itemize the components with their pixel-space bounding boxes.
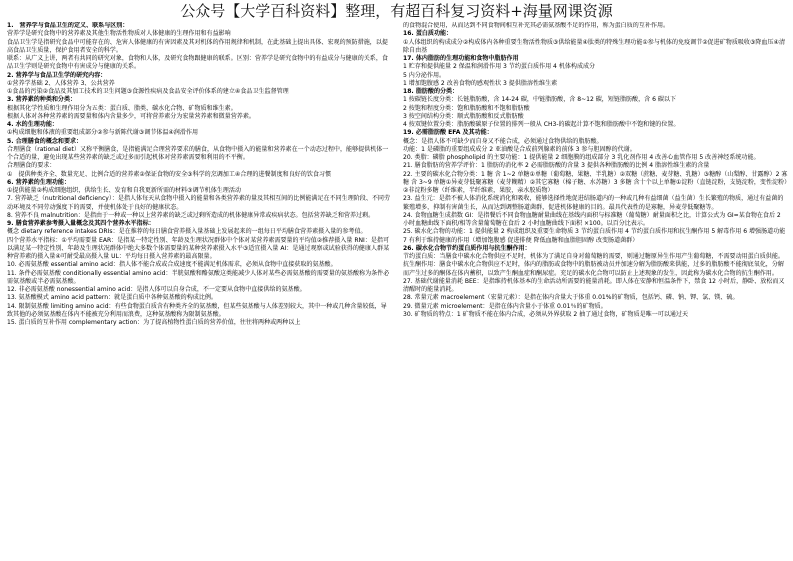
body-paragraph: 根据人体对各种营养素的需要量和体内含量多少，可将营养素分为宏量营养素和微量营养素。 bbox=[7, 112, 255, 120]
body-paragraph: 根据其化学性质和生理作用分为五类：蛋白质、脂类、碳水化合物、矿物质和维生素。 bbox=[7, 104, 237, 112]
section-heading: 26. 碳水化合物节约蛋白质作用与抗生酮作用： bbox=[403, 244, 531, 252]
section-heading: 3. 营养素的种类和分类： bbox=[7, 96, 77, 104]
body-paragraph: 4 按双键位置分类：脂肪酸碳原子位置的排列一般从 CH3-的碳起计算不饱和脂肪酸中不饱和键的位置。 bbox=[403, 121, 680, 128]
body-paragraph: 合理膳食的要求： bbox=[7, 162, 56, 170]
body-paragraph: 29. 微量元素 microelement：是指在体内含量小于体重 0.01％的矿物质。 bbox=[403, 302, 607, 310]
body-paragraph: 12. 非必需氨基酸 nonessential amino acid：是指人体可以自身合成，不一定要从食物中直接供给的氨基酸。 bbox=[7, 286, 306, 293]
section-heading: 18. 脂肪酸的分类： bbox=[403, 88, 459, 95]
body-paragraph: 的食物混合使用，从而达到不同食物间相互补充其必需氨基酸不足的作用，称为蛋白质的互补作用。 bbox=[403, 22, 670, 29]
body-paragraph: ① 提供种类齐全、数量充足、比例合适的营养素②保证食物的安全③科学的烹调加工④合理的进餐制度和良好的饮食习惯 bbox=[7, 170, 332, 178]
section-heading: 2. 营养学与食品卫生学的研究内容： bbox=[7, 71, 107, 79]
body-paragraph: 21. 膳食脂肪的营养学评价：1 脂肪的消化率 2 必需脂肪酸的含量 3 提供各种脂肪酸的比例 4 脂溶性维生素的含量 bbox=[403, 162, 710, 170]
body-paragraph: 抗生酮作用：膳食中碳水化合物供应不足时，体内的脂肪或食物中的脂肪被动员并加速分解为脂肪酸来供能，过多的脂肪酸不能彻底氧化，分解而产生过多的酮体在体内蓄积，以致产生酮血症和酮尿症。充足的碳水化合物可以防止上述现象的发生，因此称为碳水化合物的抗生酮作用。 bbox=[403, 261, 784, 277]
body-paragraph: 食品卫生学是指研究食品中可能存在的、危害人体健康的有害因素及其对机体的作用规律和机制，在此基础上提出具体、宏观的预防措施，以提高食品卫生质量，保护食用者安全的科学。 bbox=[7, 38, 388, 54]
body-paragraph: 联系：从广义上讲，两者有共同的研究对象，食物和人体，及研究食物跟健康的联系。区别：营养学是研究食物中的有益成分与健康的关系，食品卫生学则是研究食物中有害成分与健康的关系。 bbox=[7, 55, 388, 71]
section-heading: 17. 体内脂肪的生理功能和食物中脂肪作用 bbox=[403, 55, 519, 62]
body-paragraph: 25. 碳水化合物的功能：1 提供能量 2 构成组织及重要生命物质 3 节约蛋白质作用 4 节约蛋白质作用和抗生酮作用 5 解毒作用 6 增强肠道功能 7 有利于维持健康的作用（增加饱腹感 促进排便 降低血糖和血脂胆固醇 改变肠道菌群） bbox=[403, 228, 786, 244]
body-paragraph: ①构成细胞和体液的重要组成部分②参与新陈代谢③调节体温④润滑作用 bbox=[7, 129, 198, 137]
body-paragraph: 概念 dietary reference intakes DRIs：是在推荐的每日膳食营养摄入量基础上发展起来的一组每日平均膳食营养素摄入量的参考值。 bbox=[7, 228, 367, 236]
body-paragraph: 5 内分泌作用。 bbox=[403, 71, 446, 79]
body-paragraph: 14. 限制氨基酸 limiting amino acid：有些食物蛋白质含有种类齐全的氨基酸，但某些氨基酸与人体差别较大，其中一种或几种含量较低，导致其他的必须氨基酸在体内不能被充分利用而浪费，这种氨基酸称为限制氨基酸。 bbox=[7, 302, 387, 318]
body-paragraph: 28. 常量元素 macroelement（宏量元素）：是指在体内含量大于体重 0.01%的矿物质，包括钙、磷、钠、钾、氯、镁、硫。 bbox=[403, 294, 739, 302]
body-paragraph: 合理膳食（rational diet）又称平衡膳食，是指能满足合理营养要求的膳食，从食物中摄入的能量和营养素在一个动态过程中，能够提供机体一个合适的量，避免出现某些营养素的缺乏或过多而引起机体对营养素需要和利用的不平衡。 bbox=[7, 145, 389, 161]
body-paragraph: 营养学是研究食物中的营养素及其他生物活性物质对人体健康的生理作用和有益影响 bbox=[7, 30, 231, 38]
body-paragraph: 24. 食物血糖生成指数 GI：是指餐后不同食物血糖耐量曲线在基线内面积与标准糖（葡萄糖）耐量面积之比，计算公式为 GI=某食物在食后 2 小时血糖曲线下面积/相等含量葡萄糖在食后 2 小时血糖曲线下面积 ×100。以百分比表示。 bbox=[403, 211, 781, 227]
body-paragraph: 2 按饱和程度分类：饱和脂肪酸和不饱和脂肪酸 bbox=[403, 104, 530, 112]
body-paragraph: 1 按碳链长度分类：长链脂肪酸，含 14-24 碳，中链脂肪酸，含 8~12 碳，短链脂肪酸，含 6 碳以下 bbox=[403, 96, 677, 104]
section-heading: 9. 膳食营养素参考摄入量概念及其四个营养水平指标： bbox=[7, 220, 155, 227]
right-column bbox=[403, 22, 788, 559]
section-heading: 6. 营养素的生理功能： bbox=[7, 178, 71, 186]
body-paragraph: ①营养学基础 2、人体营养 3、公共营养 bbox=[7, 79, 115, 87]
body-paragraph: 节约蛋白质：当膳食中碳水化合物供应不足时，机体为了满足自身对葡萄糖的需要，则通过糖原异生作用产生葡萄糖，不需要动用蛋白质供能。 bbox=[403, 253, 784, 260]
body-paragraph: 7. 营养缺乏（nutritional deficiency）：是指人体每天从食物中摄入的能量和各类营养素的量及其相互间的比例能满足在不同生理阶段、不同劳动环境及不同劳动强度下的需要，并使机体处于良好的健康状态。 bbox=[7, 195, 391, 211]
body-paragraph: 8. 营养不良 malnutrition：是指由于一种或一种以上营养素的缺乏或过剩所造成的机体健康异常或疾病状态。包括营养缺乏和营养过剩。 bbox=[7, 211, 375, 219]
header-banner: 公众号【大学百科资料】整理，有超百科复习资料+海量网课资源 bbox=[180, 2, 613, 20]
body-paragraph: 11. 条件必需氨基酸 conditionally essential amino acid：半胱氨酸和酪氨酸这类能减少人体对某些必需氨基酸的需要量的氨基酸称为条件必需氨基酸或半必需氨基酸。 bbox=[7, 269, 390, 285]
body-paragraph: 1 贮存和提供能量 2 保温和润滑作用 3 节约蛋白质作用 4 机体构成成分 bbox=[403, 63, 596, 71]
body-paragraph: 22. 主要的碳水化合物分类：1 糖 含 1~2 单糖①单糖（葡萄糖、果糖、半乳糖）②双糖（蔗糖、麦芽糖、乳糖）③糖醇（山梨醇、甘露醇）2 寡糖 含 3~9 单糖①异麦芽低聚寡糖（麦芽糊精）②其它寡糖（棉子糖、水苏糖）3 多糖 含十个以上单糖①淀粉（直链淀粉，支链淀粉，变性淀粉）②非淀粉多糖（纤维素，半纤维素，果胶，亲水胶质物） bbox=[403, 170, 788, 194]
body-paragraph: 27. 基础代谢能量消耗 BEE：是指维持机体基本的生命活动所需要的能量消耗。即人体在安静和恒温条件下，禁食 12 小时后，静卧、放松而又清醒时的能量消耗。 bbox=[403, 277, 785, 293]
body-paragraph: 15. 蛋白质的互补作用 complementary action：为了提高植物性蛋白质的营养价值，往往将两种或两种以上 bbox=[7, 319, 301, 326]
body-paragraph: ①人体组织的构成成分②构成体内各种重要生物活性物质③供给能量④肽类的特殊生理功能①参与机体的免疫调节②促进矿物质吸收③降血压④清除自由基 bbox=[403, 38, 785, 54]
body-paragraph: 23. 益生元：是指不被人体消化系统消化和吸收，能够选择性地促进结肠道内的一种或几种有益细菌（益生菌）生长繁殖的物质，通过有益菌的繁殖增多，抑制有害菌生长，从而达到调整肠道菌群，促进机体健康的目的。最具代表性的是寡糖，异麦芽低聚糖等。 bbox=[403, 195, 784, 211]
body-paragraph: 四个营养水平指标：①平均需要量 EAR：是指某一特定性别、年龄及生理状况群体中个体对某营养素需要量的平均值②推荐摄入量 RNI：是指可以满足某一特定性别、年龄及生理状况群体中绝大多数个体需要量的某种营养素摄入水平③适宜摄入量 AI：是通过观察或试验获得的健康人群某种营养素的摄入量④可耐受最高摄入量 UL：平均每日摄入营养素的最高限量。 bbox=[7, 236, 390, 260]
left-column bbox=[7, 22, 392, 559]
body-paragraph: ①食品的污染②食品及其加工技术的卫生问题③食源性疾病及食品安全评价体系的建立④食品卫生监督管理 bbox=[7, 88, 289, 95]
body-paragraph: 功能：1 是磷脂的重要组成成分 2 亚油酸是合成前列腺素的前体 3 参与胆固醇的代谢。 bbox=[403, 145, 636, 153]
section-heading: 4. 水的生理功能： bbox=[7, 121, 58, 128]
body-paragraph: 13. 氨基酸模式 amino acid pattern：就是蛋白质中各种氨基酸的构成比例。 bbox=[7, 294, 217, 302]
section-heading: 16. 蛋白质功能： bbox=[403, 30, 453, 38]
section-heading: 5. 合理膳食的概念和要求： bbox=[7, 137, 83, 145]
section-heading: 19. 必需脂肪酸 EFA 及其功能： bbox=[403, 129, 493, 137]
section-heading: 1. 营养学与食品卫生的定义、联系与区别： bbox=[7, 22, 129, 29]
body-paragraph: 概念：是指人体不可缺少而自身又不能合成，必须通过食物供给的脂肪酸。 bbox=[403, 137, 603, 145]
body-paragraph: ①提供能量②构成细胞组织，供给生长、发育和自我更新所需的材料③调节机体生理活动 bbox=[7, 187, 241, 194]
body-paragraph: 3 按空间结构分类：顺式脂肪酸和反式脂肪酸 bbox=[403, 112, 524, 120]
body-paragraph: 1 增加饱腹感 2 改善食物的感观性状 3 提供脂溶性维生素 bbox=[403, 79, 558, 87]
body-paragraph: 10. 必需氨基酸 essential amino acid：指人体不能合成或合成速度不能满足机体需求，必须从食物中直接获取的氨基酸。 bbox=[7, 261, 337, 269]
body-paragraph: 20. 类脂：磷脂 phospholipid 的主要功能：1 提供能量 2 细胞膜的组成部分 3 乳化剂作用 4 改善心血管作用 5 改善神经系统功能。 bbox=[403, 154, 760, 161]
body-paragraph: 30. 矿物质的特点：1 矿物质不能在体内合成，必须从外界获取 2 抽了通过食物，矿物质是唯一可以通过天 bbox=[403, 310, 689, 318]
